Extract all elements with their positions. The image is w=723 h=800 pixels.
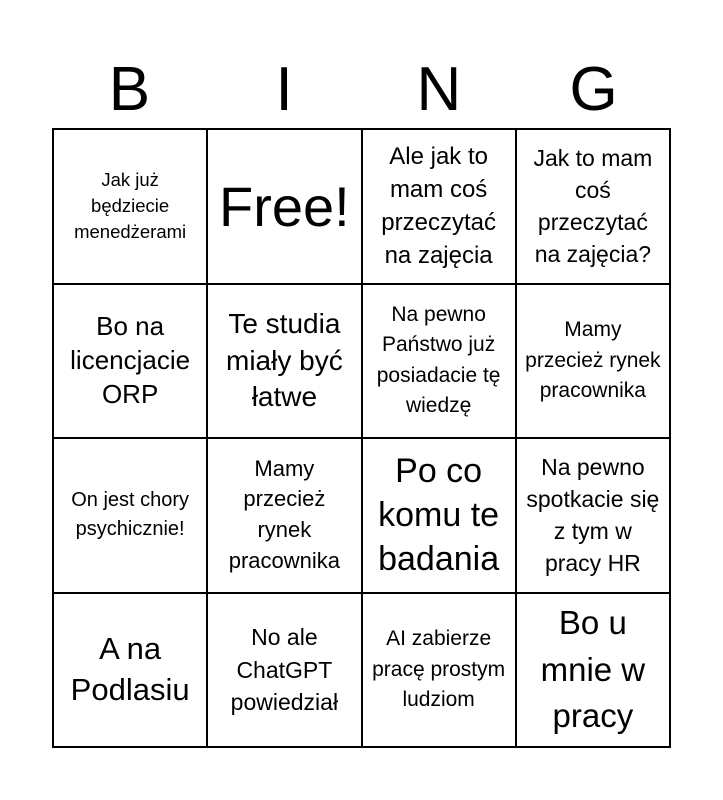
cell-text: Jak już będziecie menedżerami	[74, 169, 187, 243]
bingo-header	[52, 52, 671, 128]
bingo-cell	[516, 284, 670, 439]
bingo-cell	[207, 284, 361, 439]
bingo-cell	[516, 438, 670, 593]
cell-text: Bo na licencjacie ORP	[70, 311, 191, 409]
bingo-cell	[53, 284, 207, 439]
bingo-cell	[53, 438, 207, 593]
cell-text: Jak to mam coś przeczytać na zajęcia?	[533, 144, 653, 268]
cell-text: Mamy przecież rynek pracownika	[525, 318, 661, 402]
cell-text: Ale jak to mam coś przeczytać na zajęcia	[381, 143, 496, 270]
bingo-cell	[362, 284, 516, 439]
free-cell	[207, 129, 361, 284]
cell-text: No ale ChatGPT powiedział	[230, 624, 339, 715]
header-letter-b: B	[108, 55, 151, 124]
bingo-cell	[207, 593, 361, 748]
cell-text: AI zabierze pracę prostym ludziom	[372, 627, 506, 711]
bingo-cell	[207, 438, 361, 593]
bingo-cell	[362, 129, 516, 284]
header-letter-g: G	[569, 55, 618, 124]
bingo-cell	[53, 593, 207, 748]
bingo-cell	[362, 438, 516, 593]
cell-text: Free!	[219, 174, 350, 238]
bingo-cell	[516, 129, 670, 284]
cell-text: Po co komu te badania	[378, 451, 500, 579]
bingo-cell	[516, 593, 670, 748]
header-letter-i: I	[275, 55, 293, 124]
bingo-cell	[53, 129, 207, 284]
bingo-grid	[52, 128, 671, 748]
cell-text: A na Podlasiu	[70, 631, 190, 707]
cell-text: Na pewno spotkacie się z tym w pracy HR	[526, 453, 660, 577]
cell-text: On jest chory psychicznie!	[71, 489, 190, 541]
cell-text: Na pewno Państwo już posiadacie tę wiedzę	[376, 302, 501, 418]
cell-text: Te studia miały być łatwe	[226, 308, 343, 412]
header-letter-n: N	[416, 55, 462, 124]
cell-text: Mamy przecież rynek pracownika	[228, 455, 341, 574]
bingo-cell	[362, 593, 516, 748]
cell-text: Bo u mnie w pracy	[540, 604, 646, 734]
